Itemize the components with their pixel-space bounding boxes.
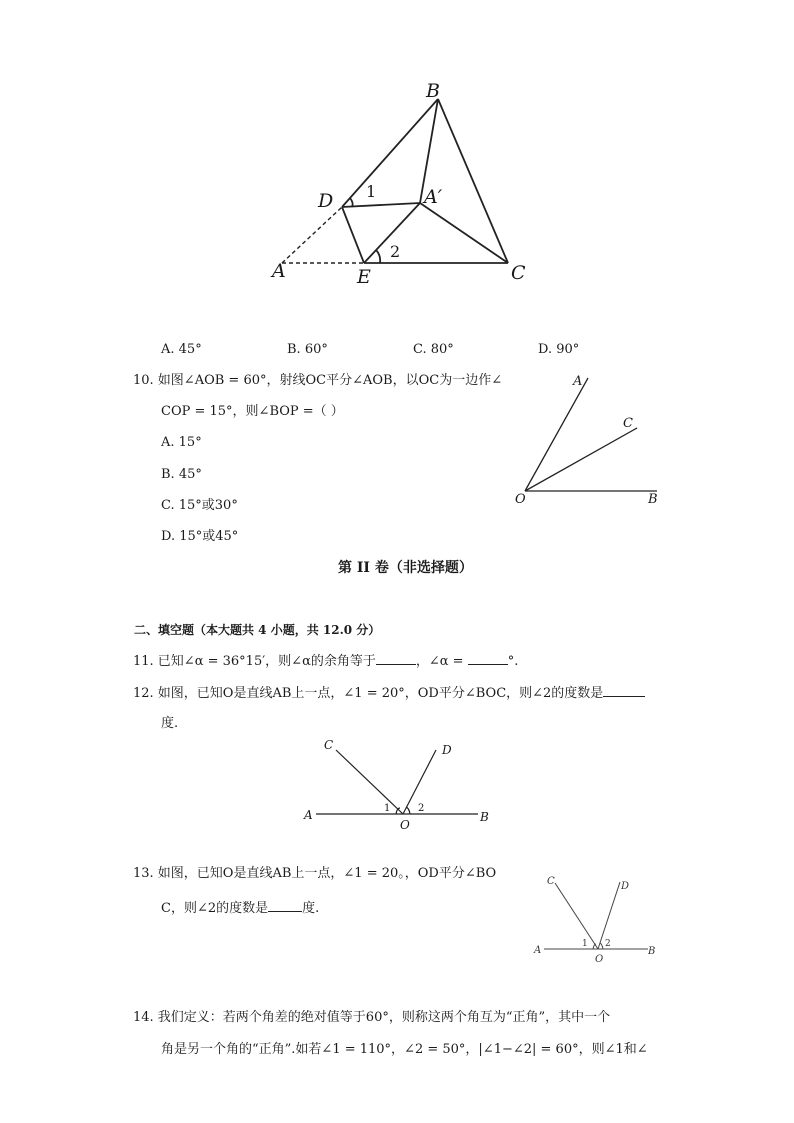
part-two-title: 第 II 卷（非选择题） [338,560,473,576]
label-angle-2: 2 [390,242,401,261]
q13-blank [268,899,302,912]
q12-text-a: 12. 如图，已知O是直线AB上一点，∠1 = 20°，OD平分∠BOC，则∠2的度数是 [133,686,604,701]
q13-label-D: D [621,881,630,892]
q9-option-d: D. 90° [538,342,580,357]
q13-line-1: 13. 如图，已知O是直线AB上一点，∠1 = 20。，OD平分∠BO [133,866,497,881]
q14-line-1: 14. 我们定义：若两个角差的绝对值等于60°，则称这两个角互为“正角”，其中一个 [133,1010,611,1025]
q12-label-D: D [442,743,452,757]
q11-text-b: ，∠α = [415,654,464,669]
q14-line-2: 角是另一个角的“正角”.如若∠1 = 110°，∠2 = 50°，|∠1−∠2| = 60°，则∠1和∠ [161,1042,648,1057]
q9-option-a: A. 45° [161,342,202,357]
q13-figure [530,870,660,965]
q13-text-c: 度. [302,901,320,916]
q12-label-A: A [304,808,313,822]
q10-option-b: B. 45° [161,467,202,482]
q12-line-2: 度. [161,716,179,731]
label-E: E [357,266,371,288]
q13-text-b: C，则∠2的度数是 [161,901,269,916]
q10-option-c: C. 15°或30° [161,498,238,513]
q11-blank-2 [468,652,508,665]
label-angle-1: 1 [366,182,377,201]
label-C: C [511,262,526,284]
label-B: B [426,80,440,102]
q12-line-1 [133,684,645,703]
q11-line [133,652,518,671]
q12-blank [603,684,645,697]
q10-label-A: A [573,374,583,389]
q10-option-d: D. 15°或45° [161,529,239,544]
q11-text-c: °. [507,654,519,669]
q12-label-1: 1 [384,803,391,814]
q10-line-2: COP = 15°，则∠BOP =（ ） [161,404,344,419]
q13-label-2: 2 [605,939,611,949]
q9-option-c: C. 80° [413,342,454,357]
q13-line-2 [161,899,319,918]
q10-line-1: 10. 如图∠AOB = 60°，射线OC平分∠AOB，以OC为一边作∠ [133,373,503,388]
label-A: A [272,260,286,282]
q10-label-O: O [515,492,526,507]
q13-label-O: O [595,954,604,965]
q10-figure [505,370,670,510]
label-D: D [318,190,334,212]
q9-option-b: B. 60° [287,342,328,357]
q12-label-O: O [400,818,410,830]
label-A-prime: A′ [424,186,443,208]
q9-figure [260,75,540,295]
q12-label-B: B [480,810,489,824]
q13-label-C: C [547,876,555,887]
q13-label-A: A [534,945,542,956]
q11-text-a: 11. 已知∠α = 36°15′，则∠α的余角等于 [133,654,376,669]
q10-label-C: C [623,416,633,431]
section-heading: 二、填空题（本大题共 4 小题，共 12.0 分） [134,623,381,637]
q12-label-2: 2 [418,803,425,814]
q12-figure [300,735,500,830]
q10-option-a: A. 15° [161,435,202,450]
q11-blank-1 [376,652,416,665]
q12-label-C: C [324,738,334,752]
q13-label-1: 1 [582,939,588,949]
q13-label-B: B [648,946,656,957]
q10-label-B: B [648,492,658,507]
